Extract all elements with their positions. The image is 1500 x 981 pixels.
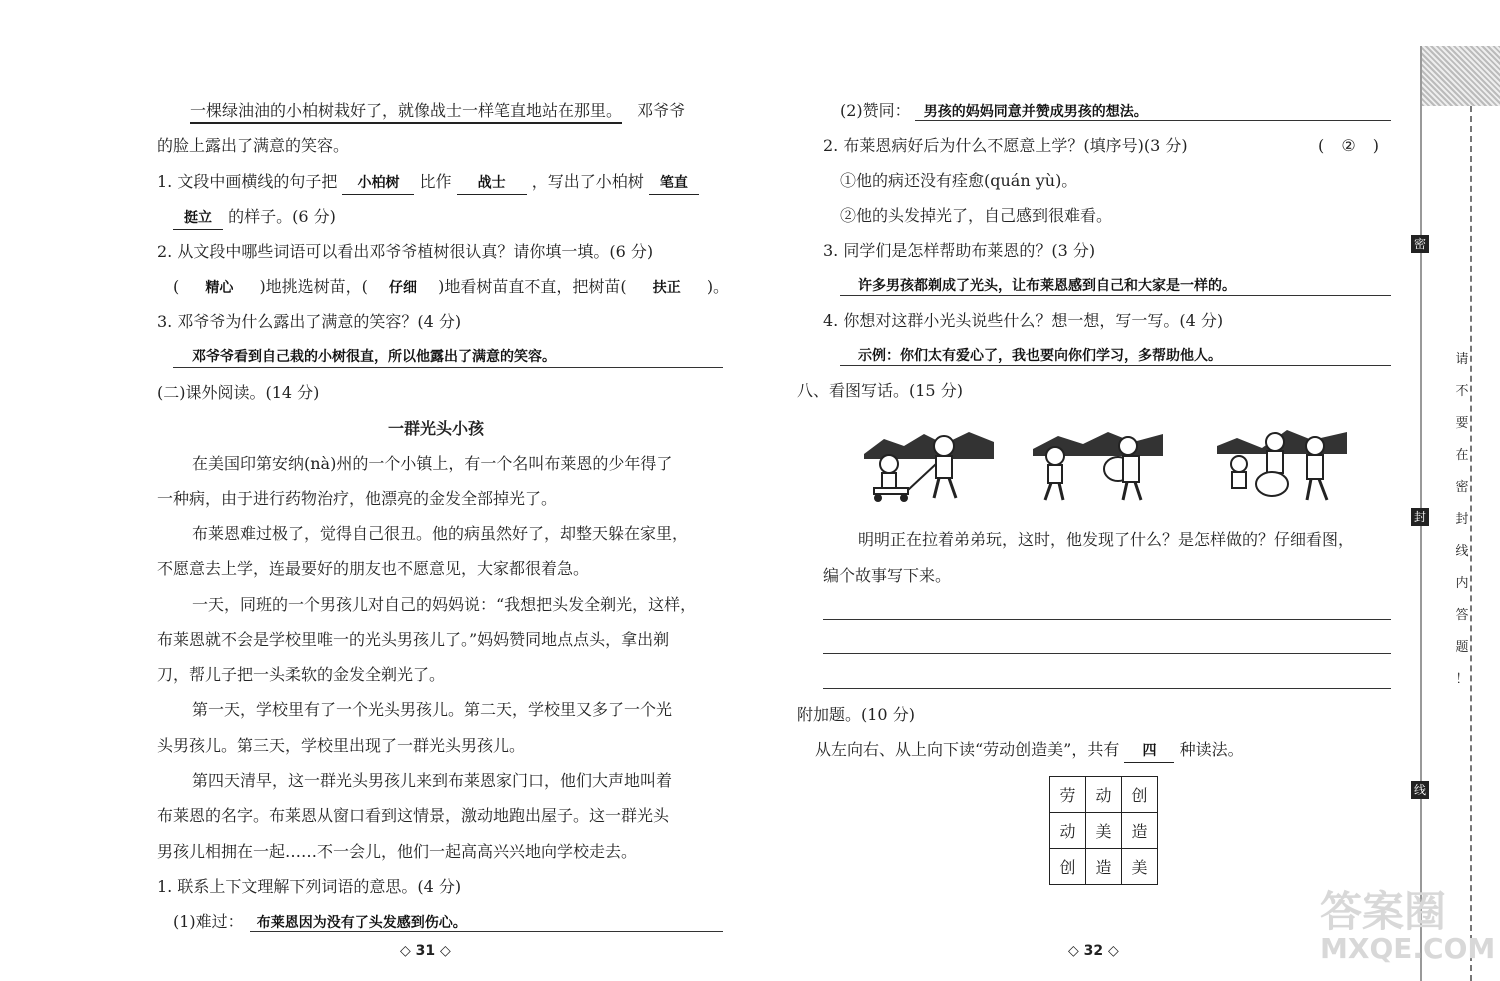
binding-note-char: 封: [1455, 512, 1469, 527]
paragraph-line: [190, 100, 685, 124]
answer-rule: [173, 367, 723, 368]
question-b4: 4. 你想对这群小光头说些什么？想一想，写一写。(4 分): [823, 311, 1224, 330]
answer-text: 精心: [205, 280, 234, 296]
binding-note-char: 请: [1455, 352, 1469, 367]
binding-note-char: 题: [1455, 640, 1469, 655]
writing-prompt: 明明正在拉着弟弟玩，这时，他发现了什么？是怎样做的？仔细看图，: [858, 530, 1355, 549]
question-text: 1. 文段中画横线的句子把: [157, 172, 338, 191]
bonus-heading: 附加题。(10 分): [797, 705, 915, 724]
watermark-logo: [1320, 887, 1496, 965]
question-1: [157, 171, 699, 195]
paragraph-line: 的脸上露出了满意的笑容。: [157, 136, 350, 155]
question-3: 3. 邓爷爷为什么露出了满意的笑容？(4 分): [157, 312, 462, 331]
binding-note-char: 不: [1455, 384, 1469, 399]
story-line: 一种病，由于进行药物治疗，他漂亮的金发全部掉光了。: [157, 489, 558, 508]
story-line: 不愿意去上学，连最要好的朋友也不愿意见，大家都很着急。: [157, 559, 590, 578]
answer-line: 邓爷爷看到自己栽的小树很直，所以他露出了满意的笑容。: [192, 349, 556, 365]
answer-blank: 四: [1124, 740, 1174, 763]
story-line: 男孩儿相拥在一起……不一会儿，他们一起高高兴兴地向学校走去。: [157, 842, 638, 861]
grid-cell: 动: [1086, 777, 1122, 813]
writing-line: [823, 619, 1391, 620]
grid-cell: 创: [1122, 777, 1158, 813]
text: 邓爷爷: [637, 101, 686, 120]
text: (: [173, 277, 180, 296]
section-heading: 八、看图写话。(15 分): [797, 381, 963, 400]
binding-note-char: 密: [1455, 480, 1469, 495]
question-text: ，写出了小柏树: [531, 172, 644, 191]
option: ①他的病还没有痊愈(quán yù)。: [840, 171, 1078, 190]
grid-cell: 动: [1050, 813, 1086, 849]
story-line: 布莱恩难过极了，觉得自己很丑。他的病虽然好了，却整天躲在家里，: [192, 524, 689, 543]
story-line: 布莱恩的名字。布莱恩从窗口看到这情景，激动地跑出屋子。这一群光头: [157, 806, 670, 825]
text: 种读法。: [1179, 740, 1244, 759]
answer-text: 男孩的妈妈同意并赞成男孩的想法。: [923, 104, 1148, 120]
seal-mark: 封: [1411, 508, 1429, 526]
question-text: 的样子。(6 分): [228, 207, 336, 226]
question-b3: 3. 同学们是怎样帮助布莱恩的？(3 分): [823, 241, 1096, 260]
illustration-panel-2: [1033, 424, 1163, 504]
story-line: 第一天，学校里有了一个光头男孩儿。第二天，学校里又多了一个光: [192, 700, 673, 719]
option: ②他的头发掉光了，自己感到很难看。: [840, 206, 1113, 225]
text: (2)赞同：: [840, 101, 911, 120]
page-number: ◇ 32 ◇: [1068, 943, 1119, 959]
grid-cell: 造: [1086, 849, 1122, 885]
grid-cell: 美: [1122, 849, 1158, 885]
binding-note-char: 要: [1455, 416, 1469, 431]
answer-text: 布莱恩因为没有了头发感到伤心。: [256, 915, 467, 931]
watermark-text: MXQE.COM: [1320, 932, 1496, 965]
binding-note-char: ！: [1455, 672, 1469, 687]
question-b1: 1. 联系上下文理解下列词语的意思。(4 分): [157, 877, 462, 896]
grid-cell: 劳: [1050, 777, 1086, 813]
character-grid: [1049, 776, 1158, 885]
binding-note-char: 线: [1455, 544, 1469, 559]
text: (1)难过：: [173, 912, 244, 931]
section-heading: (二)课外阅读。(14 分): [157, 383, 320, 402]
question-2: 2. 从文段中哪些词语可以看出邓爷爷植树很认真？请你填一填。(6 分): [157, 242, 654, 261]
answer-text: 扶正: [652, 280, 681, 296]
answer-rule: [250, 931, 723, 932]
answer-blank: 挺立: [173, 207, 223, 230]
illustration-panel-3: [1217, 424, 1347, 504]
binding-note-char: 在: [1455, 448, 1469, 463]
page-number: ◇ 31 ◇: [400, 943, 451, 959]
question-b2: 2. 布莱恩病好后为什么不愿意上学？(填序号)(3 分): [823, 136, 1188, 155]
story-line: 刀，帮儿子把一头柔软的金发全剃光了。: [157, 665, 446, 684]
answer-blank: 战士: [457, 172, 527, 195]
story-line: 一天，同班的一个男孩儿对自己的妈妈说：“我想把头发全剃光，这样，: [192, 595, 697, 614]
answer-blank: 小柏树: [342, 172, 414, 195]
grid-cell: 美: [1086, 813, 1122, 849]
underlined-sentence: 一棵绿油油的小柏树栽好了，就像战士一样笔直地站在那里。: [190, 100, 622, 124]
question-2-answers: [173, 276, 729, 299]
binding-note-char: 内: [1455, 576, 1469, 591]
answer-rule: [840, 365, 1391, 366]
writing-line: [823, 653, 1391, 654]
binding-pattern: [1422, 46, 1500, 106]
story-title: 一群光头小孩: [388, 419, 485, 438]
answer-line: 示例：你们太有爱心了，我也要向你们学习，多帮助他人。: [858, 348, 1222, 364]
text: )地看树苗直不直，把树苗(: [438, 277, 627, 296]
story-line: 在美国印第安纳(nà)州的一个小镇上，有一个名叫布莱恩的少年得了: [192, 454, 673, 473]
answer-text: 仔细: [389, 280, 418, 296]
seal-mark: 密: [1411, 235, 1429, 253]
story-line: 头男孩儿。第三天，学校里出现了一群光头男孩儿。: [157, 736, 526, 755]
question-1-cont: [173, 206, 336, 230]
seal-mark: 线: [1411, 781, 1429, 799]
binding-note-char: 答: [1455, 608, 1469, 623]
answer-rule: [840, 295, 1391, 296]
story-line: 布莱恩就不会是学校里唯一的光头男孩儿了。”妈妈赞同地点点头，拿出剃: [157, 630, 670, 649]
text: 从左向右、从上向下读“劳动创造美”，共有: [815, 740, 1120, 759]
bonus-question: [815, 739, 1244, 763]
answer-blank: 笔直: [649, 172, 699, 195]
watermark-text: 答案圈: [1320, 887, 1447, 936]
text: )。: [706, 277, 730, 296]
writing-prompt: 编个故事写下来。: [823, 566, 952, 585]
illustration-panel-1: [864, 424, 994, 504]
answer-rule: [915, 120, 1391, 121]
answer-line: 许多男孩都剃成了光头，让布莱恩感到自己和大家是一样的。: [858, 278, 1236, 294]
text: )地挑选树苗，(: [259, 277, 368, 296]
answer-choice: ( ② ): [1318, 136, 1385, 155]
question-text: 比作: [419, 172, 452, 191]
grid-cell: 造: [1122, 813, 1158, 849]
grid-cell: 创: [1050, 849, 1086, 885]
writing-line: [823, 688, 1391, 689]
story-line: 第四天清早，这一群光头男孩儿来到布莱恩家门口，他们大声地叫着: [192, 771, 673, 790]
